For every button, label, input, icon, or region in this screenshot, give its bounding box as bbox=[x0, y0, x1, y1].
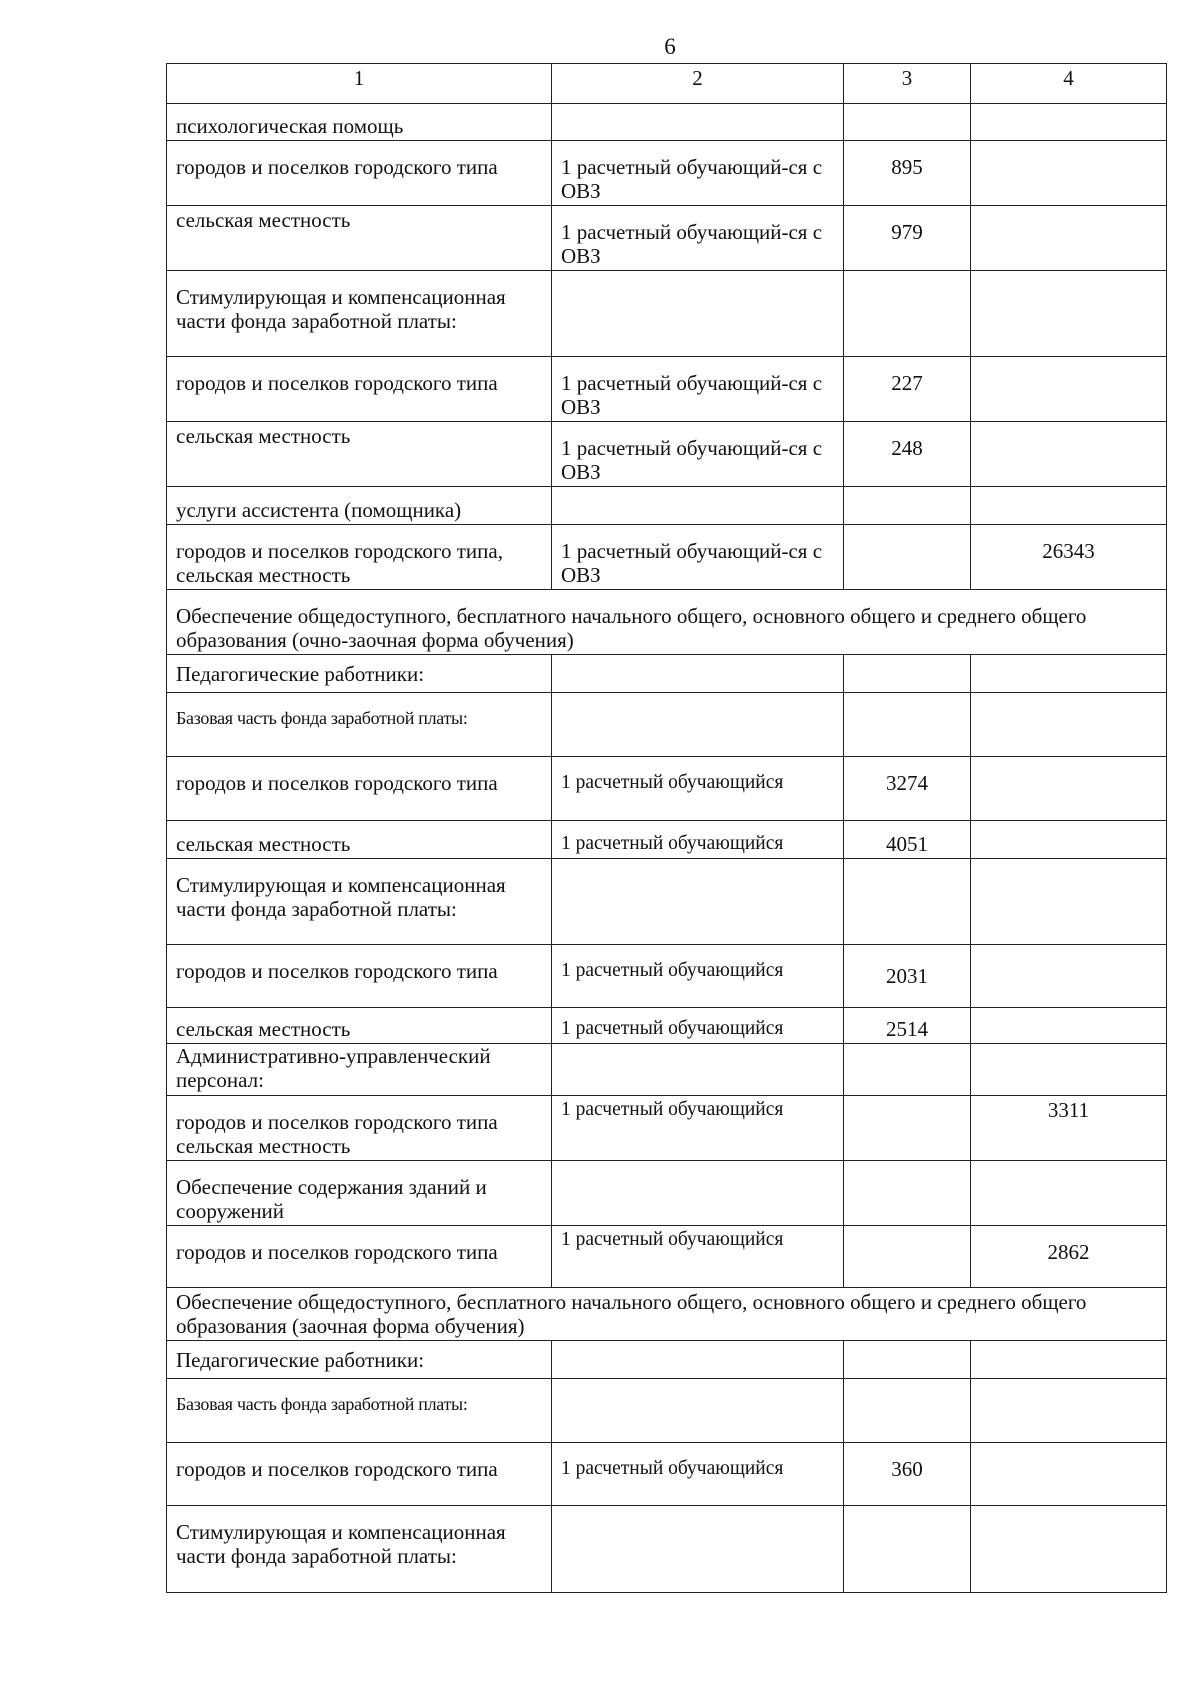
unit-cell bbox=[552, 693, 844, 757]
value-cell bbox=[844, 1044, 971, 1096]
table-row bbox=[167, 1379, 1167, 1443]
value-cell bbox=[971, 104, 1167, 141]
value-cell bbox=[844, 1341, 971, 1379]
row-label: Стимулирующая и компенсационная части фонда заработной платы: bbox=[167, 1506, 552, 1593]
unit-cell bbox=[552, 1341, 844, 1379]
column-header: 3 bbox=[844, 64, 971, 104]
unit-cell: 1 расчетный обучающийся bbox=[552, 1096, 844, 1161]
table-row bbox=[167, 859, 1167, 945]
unit-cell: 1 расчетный обучающийся bbox=[552, 821, 844, 859]
table-row bbox=[167, 945, 1167, 1008]
unit-cell: 1 расчетный обучающий-ся с ОВЗ bbox=[552, 141, 844, 206]
value-cell bbox=[971, 357, 1167, 422]
unit-cell: 1 расчетный обучающийся bbox=[552, 1008, 844, 1044]
value-cell: 979 bbox=[844, 206, 971, 271]
column-header: 2 bbox=[552, 64, 844, 104]
value-cell bbox=[971, 141, 1167, 206]
row-label: Базовая часть фонда заработной платы: bbox=[167, 693, 552, 757]
unit-cell bbox=[552, 1161, 844, 1226]
table-row bbox=[167, 104, 1167, 141]
value-cell bbox=[844, 1096, 971, 1161]
value-cell bbox=[844, 487, 971, 525]
tariff-table bbox=[166, 63, 1167, 1593]
value-cell bbox=[971, 1379, 1167, 1443]
row-label: сельская местность bbox=[167, 821, 552, 859]
section-heading: Обеспечение общедоступного, бесплатного начального общего, основного общего и среднего общего образования (заочная форма обучения) bbox=[167, 1288, 1167, 1341]
table-row bbox=[167, 757, 1167, 821]
value-cell bbox=[971, 1044, 1167, 1096]
unit-cell bbox=[552, 271, 844, 357]
value-cell: 2031 bbox=[844, 945, 971, 1008]
value-cell bbox=[844, 859, 971, 945]
value-cell: 3311 bbox=[971, 1096, 1167, 1161]
column-header: 1 bbox=[167, 64, 552, 104]
row-label: сельская местность bbox=[167, 422, 552, 487]
unit-cell: 1 расчетный обучающийся bbox=[552, 757, 844, 821]
page-number: 6 bbox=[664, 34, 676, 59]
section-row bbox=[167, 590, 1167, 655]
row-label: сельская местность bbox=[167, 206, 552, 271]
table-row bbox=[167, 141, 1167, 206]
unit-cell bbox=[552, 104, 844, 141]
table-row bbox=[167, 1044, 1167, 1096]
unit-cell: 1 расчетный обучающий-ся с ОВЗ bbox=[552, 206, 844, 271]
table-row bbox=[167, 1443, 1167, 1506]
table-row bbox=[167, 422, 1167, 487]
row-label: городов и поселков городского типа, сельская местность bbox=[167, 525, 552, 590]
table-header-row bbox=[167, 64, 1167, 104]
table-row bbox=[167, 821, 1167, 859]
row-label: Стимулирующая и компенсационная части фонда заработной платы: bbox=[167, 271, 552, 357]
row-label: городов и поселков городского типа bbox=[167, 357, 552, 422]
table-row bbox=[167, 1161, 1167, 1226]
unit-cell bbox=[552, 1379, 844, 1443]
unit-cell: 1 расчетный обучающийся bbox=[552, 1226, 844, 1288]
value-cell: 248 bbox=[844, 422, 971, 487]
table-row bbox=[167, 271, 1167, 357]
table-row bbox=[167, 693, 1167, 757]
table-row bbox=[167, 525, 1167, 590]
value-cell bbox=[844, 525, 971, 590]
value-cell bbox=[844, 1226, 971, 1288]
value-cell: 2862 bbox=[971, 1226, 1167, 1288]
table-row bbox=[167, 1096, 1167, 1161]
row-label: Стимулирующая и компенсационная части фонда заработной платы: bbox=[167, 859, 552, 945]
value-cell bbox=[971, 487, 1167, 525]
section-heading: Обеспечение общедоступного, бесплатного начального общего, основного общего и среднего общего образования (очно-заочная форма обучения) bbox=[167, 590, 1167, 655]
value-cell bbox=[844, 693, 971, 757]
row-label: городов и поселков городского типа сельская местность bbox=[167, 1096, 552, 1161]
row-label: Обеспечение содержания зданий и сооружений bbox=[167, 1161, 552, 1226]
column-header: 4 bbox=[971, 64, 1167, 104]
value-cell bbox=[844, 1161, 971, 1226]
value-cell: 26343 bbox=[971, 525, 1167, 590]
unit-cell: 1 расчетный обучающийся bbox=[552, 945, 844, 1008]
value-cell bbox=[971, 757, 1167, 821]
table-row bbox=[167, 487, 1167, 525]
row-label: городов и поселков городского типа bbox=[167, 141, 552, 206]
value-cell: 227 bbox=[844, 357, 971, 422]
row-label: городов и поселков городского типа bbox=[167, 1226, 552, 1288]
value-cell bbox=[844, 1506, 971, 1593]
unit-cell bbox=[552, 859, 844, 945]
unit-cell bbox=[552, 1506, 844, 1593]
value-cell bbox=[971, 1161, 1167, 1226]
row-label: городов и поселков городского типа bbox=[167, 945, 552, 1008]
value-cell bbox=[971, 945, 1167, 1008]
row-label: Базовая часть фонда заработной платы: bbox=[167, 1379, 552, 1443]
unit-cell: 1 расчетный обучающий-ся с ОВЗ bbox=[552, 525, 844, 590]
table-row bbox=[167, 1008, 1167, 1044]
value-cell bbox=[971, 206, 1167, 271]
value-cell bbox=[844, 1379, 971, 1443]
value-cell: 4051 bbox=[844, 821, 971, 859]
value-cell bbox=[971, 1443, 1167, 1506]
row-label: Педагогические работники: bbox=[167, 655, 552, 693]
unit-cell: 1 расчетный обучающий-ся с ОВЗ bbox=[552, 357, 844, 422]
value-cell: 2514 bbox=[844, 1008, 971, 1044]
table-row bbox=[167, 206, 1167, 271]
row-label: психологическая помощь bbox=[167, 104, 552, 141]
value-cell bbox=[971, 1341, 1167, 1379]
row-label: городов и поселков городского типа bbox=[167, 1443, 552, 1506]
value-cell: 3274 bbox=[844, 757, 971, 821]
table-row bbox=[167, 357, 1167, 422]
value-cell bbox=[971, 859, 1167, 945]
table-row bbox=[167, 1226, 1167, 1288]
value-cell bbox=[971, 821, 1167, 859]
row-label: Административно-управленческий персонал: bbox=[167, 1044, 552, 1096]
unit-cell: 1 расчетный обучающийся bbox=[552, 1443, 844, 1506]
unit-cell: 1 расчетный обучающий-ся с ОВЗ bbox=[552, 422, 844, 487]
row-label: сельская местность bbox=[167, 1008, 552, 1044]
value-cell bbox=[844, 104, 971, 141]
table-row bbox=[167, 1506, 1167, 1593]
table-row bbox=[167, 655, 1167, 693]
unit-cell bbox=[552, 487, 844, 525]
unit-cell bbox=[552, 655, 844, 693]
value-cell: 895 bbox=[844, 141, 971, 206]
value-cell bbox=[971, 1008, 1167, 1044]
row-label: услуги ассистента (помощника) bbox=[167, 487, 552, 525]
value-cell bbox=[971, 271, 1167, 357]
section-row bbox=[167, 1288, 1167, 1341]
value-cell bbox=[971, 422, 1167, 487]
value-cell: 360 bbox=[844, 1443, 971, 1506]
unit-cell bbox=[552, 1044, 844, 1096]
table-row bbox=[167, 1341, 1167, 1379]
row-label: Педагогические работники: bbox=[167, 1341, 552, 1379]
value-cell bbox=[844, 655, 971, 693]
row-label: городов и поселков городского типа bbox=[167, 757, 552, 821]
value-cell bbox=[971, 655, 1167, 693]
value-cell bbox=[844, 271, 971, 357]
value-cell bbox=[971, 693, 1167, 757]
value-cell bbox=[971, 1506, 1167, 1593]
